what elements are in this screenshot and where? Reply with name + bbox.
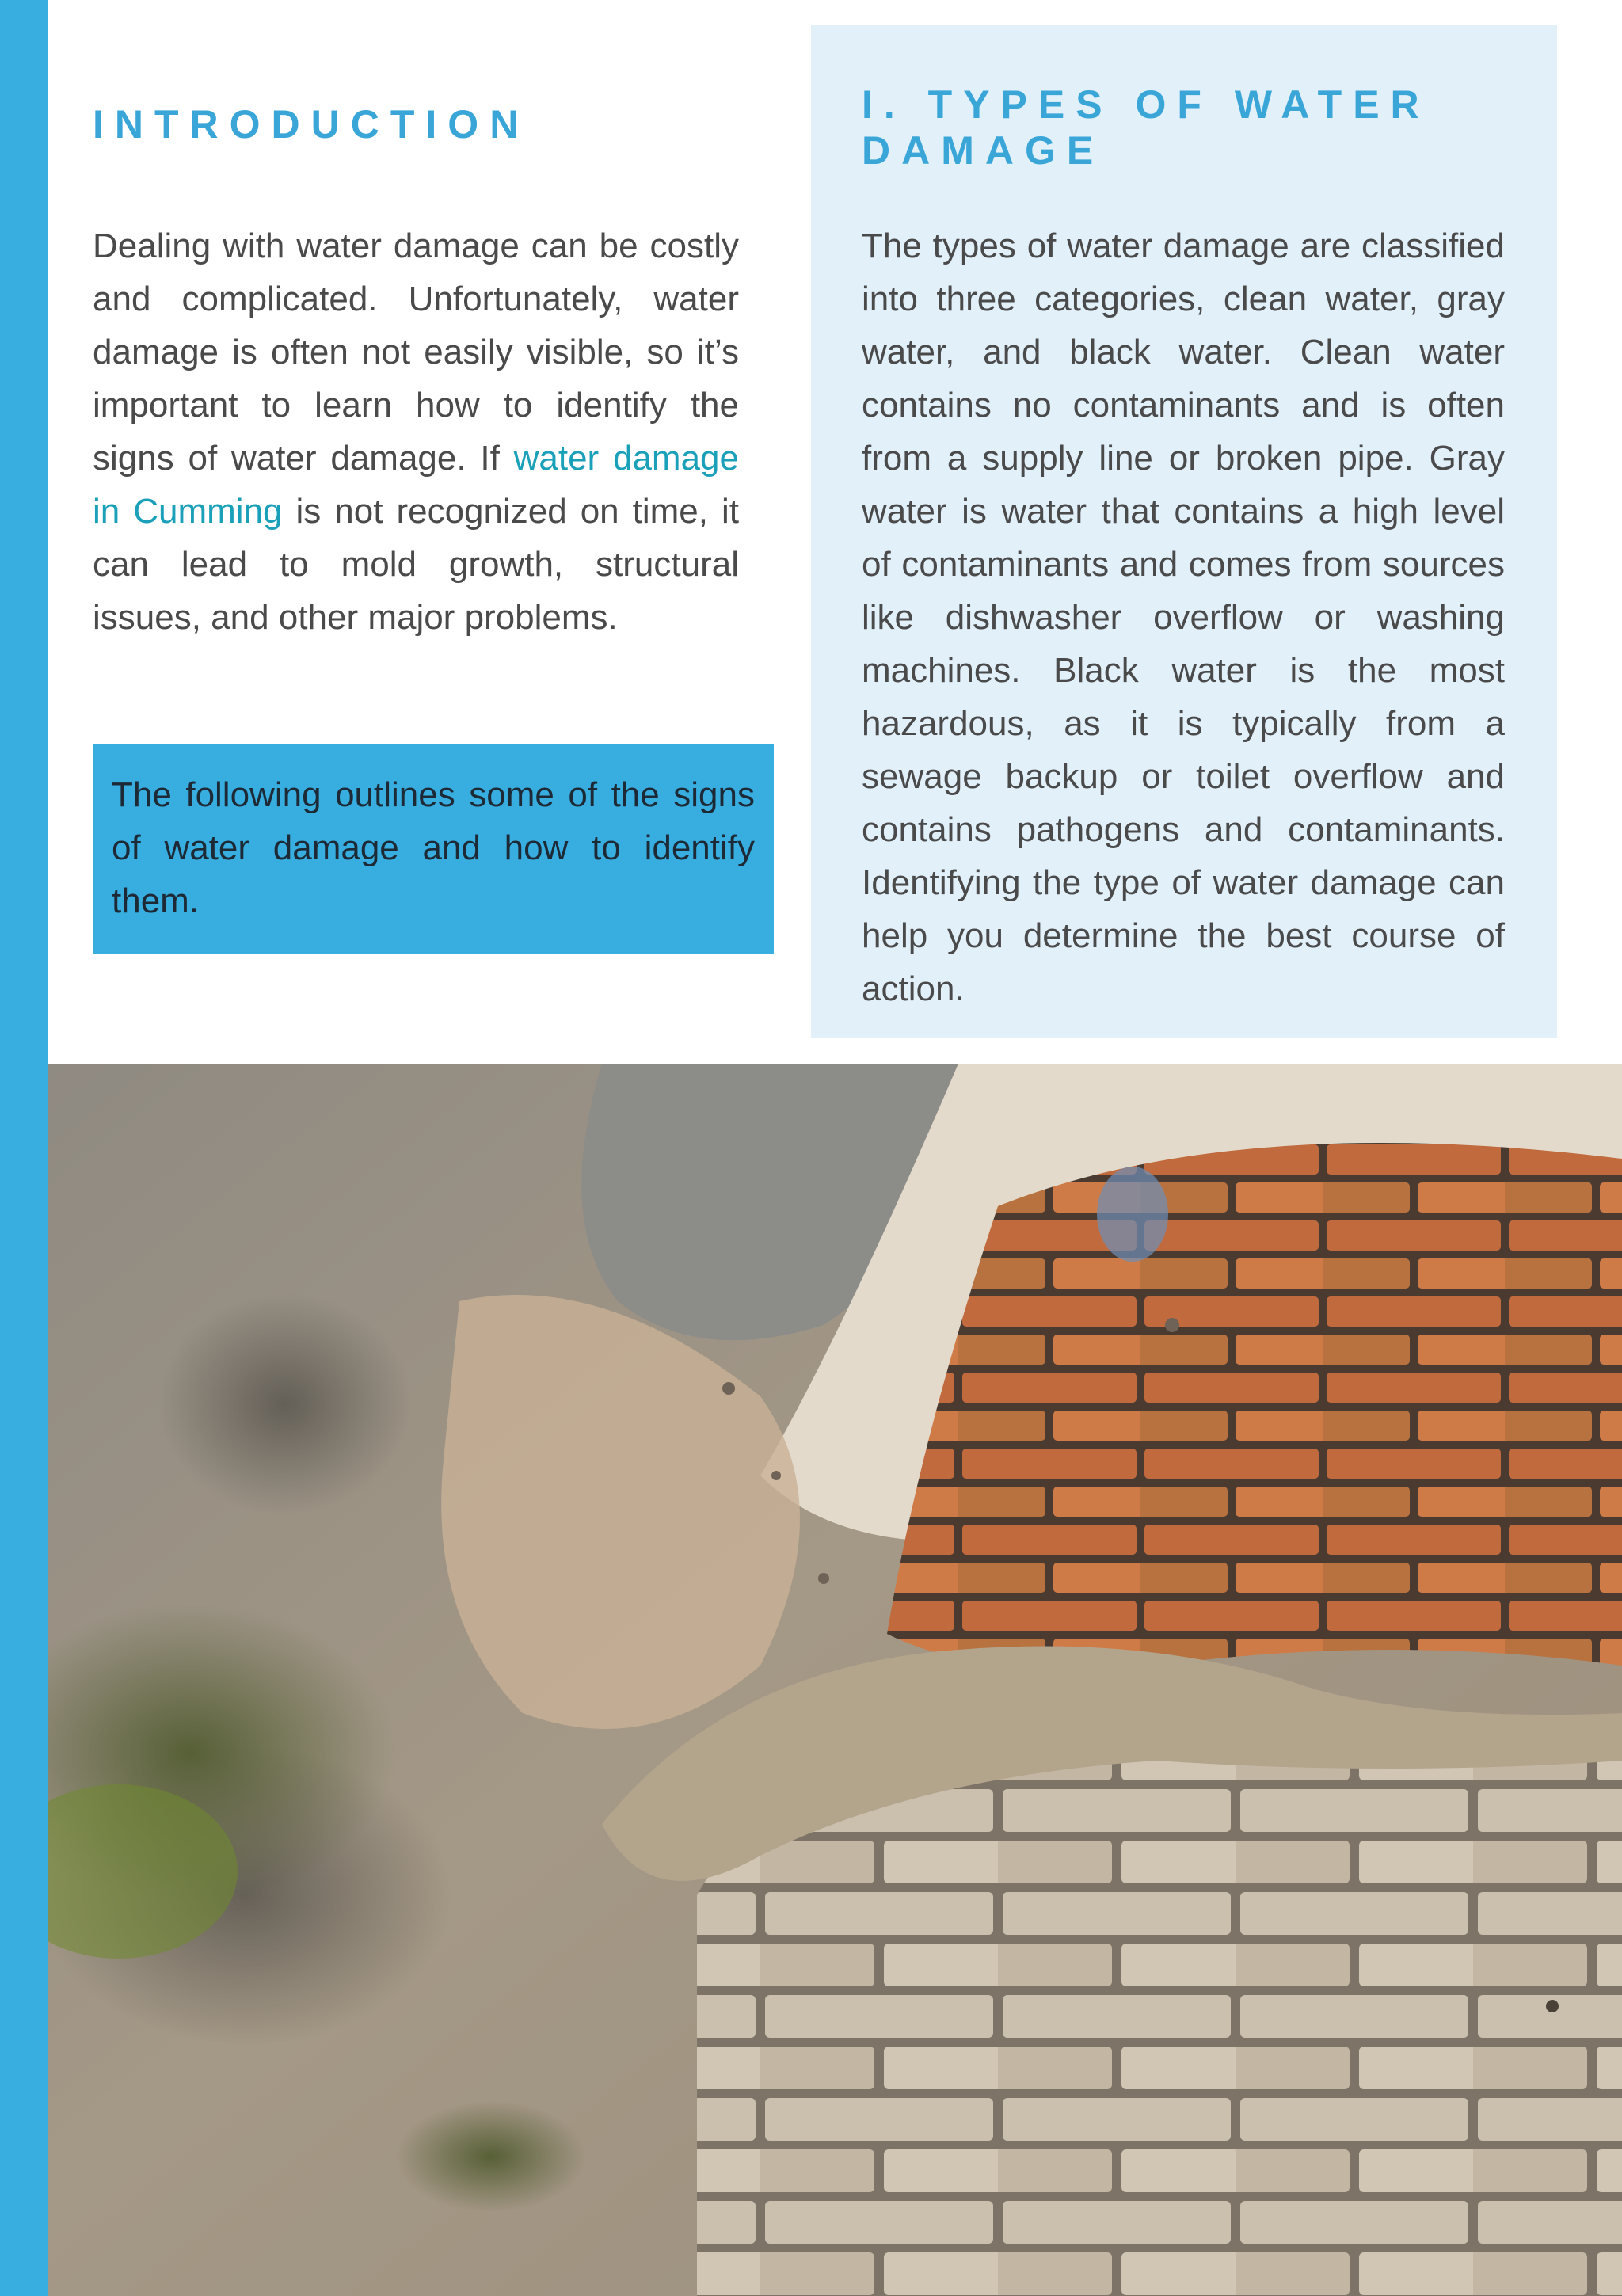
intro-heading: INTRODUCTION — [93, 102, 530, 147]
left-accent-bar — [0, 0, 48, 2296]
wall-illustration — [48, 1064, 1622, 2296]
types-panel — [811, 25, 1557, 1038]
water-damaged-wall-photo — [48, 1064, 1622, 2296]
intro-text-end: is not recognized on time, it can lead to mold growth, structural issues, and other major problems. — [93, 492, 739, 637]
callout-text: The following outlines some of the signs of water damage and how to identify them. — [112, 775, 755, 920]
types-heading: I. TYPES OF WATER DAMAGE — [862, 82, 1430, 173]
callout-box — [93, 744, 774, 954]
types-paragraph: The types of water damage are classified into three categories, clean water, gray water, and black water. Clean water contains no contaminants and is often from a supply line or broken pipe. Gray water is water that contains a high level of contaminants and comes from sources like dishwasher overflow or washing machines. Black water is the most hazardous, as it is typically from a sewage backup or toilet overflow and contains pathogens and contaminants. Identifying the type of water damage can help you determine the best course of action. — [862, 227, 1505, 1008]
intro-paragraph — [93, 219, 739, 644]
water-damage-link[interactable]: water damage in Cumming — [93, 439, 739, 531]
intro-text-start: Dealing with water damage can be costly and complicated. Unfortunately, water damage is often not easily visible, so it’s important to learn how to identify the signs of water damage. If — [93, 227, 739, 478]
